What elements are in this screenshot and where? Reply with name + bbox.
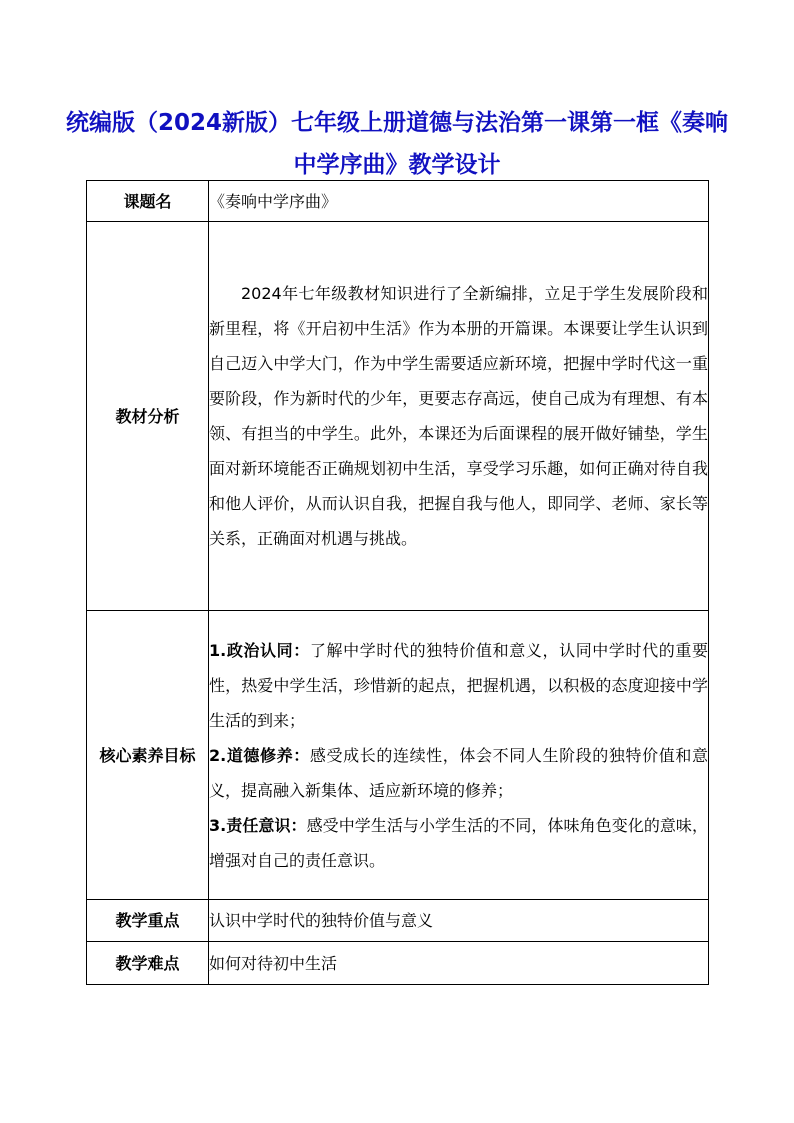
core-item-head: 3.责任意识： — [209, 815, 307, 835]
core-cell — [209, 611, 709, 900]
table-row — [87, 181, 709, 222]
row-label-topic: 课题名 — [87, 181, 209, 222]
core-item-head: 1.政治认同： — [209, 640, 310, 660]
table-row — [87, 942, 709, 985]
row-label-core — [87, 611, 209, 900]
table-row — [87, 222, 709, 611]
document-title: 统编版（2024新版）七年级上册道德与法治第一课第一框《奏响中学序曲》教学设计 — [65, 110, 728, 178]
topic-value: 《奏响中学序曲》 — [209, 181, 709, 222]
core-item-head: 2.道德修养： — [209, 745, 310, 765]
row-label-key-point: 教学重点 — [87, 900, 209, 942]
table-row — [87, 900, 709, 942]
core-item-responsibility — [209, 808, 708, 878]
difficulty-value: 如何对待初中生活 — [209, 942, 709, 985]
key-point-value: 认识中学时代的独特价值与意义 — [209, 900, 709, 942]
row-label-difficulty: 教学难点 — [87, 942, 209, 985]
core-item-text: 了解中学时代的独特价值和意义，认同中学时代的重要性，热爱中学生活，珍惜新的起点，把握机遇，以积极的态度迎接中学生活的到来； — [209, 640, 708, 730]
row-label-analysis: 教材分析 — [87, 222, 209, 611]
analysis-text: 2024年七年级教材知识进行了全新编排，立足于学生发展阶段和新里程，将《开启初中生活》作为本册的开篇课。本课要让学生认识到自己迈入中学大门，作为中学生需要适应新环境，把握中学时代这一重要阶段，作为新时代的少年，更要志存高远，使自己成为有理想、有本领、有担当的中学生。此外，本课还为后面课程的展开做好铺垫，学生面对新环境能否正确规划初中生活，享受学习乐趣，如何正确对待自我和他人评价，从而认识自我，把握自我与他人，即同学、老师、家长等关系，正确面对机遇与挑战。 — [209, 284, 708, 548]
analysis-cell — [209, 222, 709, 611]
table-row — [87, 611, 709, 900]
core-item-text: 感受中学生活与小学生活的不同，体味角色变化的意味，增强对自己的责任意识。 — [209, 815, 708, 870]
core-item-moral — [209, 738, 708, 808]
core-item-political — [209, 633, 708, 738]
core-item-text: 感受成长的连续性，体会不同人生阶段的独特价值和意义，提高融入新集体、适应新环境的修养； — [209, 745, 708, 800]
lesson-design-table — [86, 180, 709, 985]
core-label-text: 核心素养目标 — [99, 745, 196, 765]
